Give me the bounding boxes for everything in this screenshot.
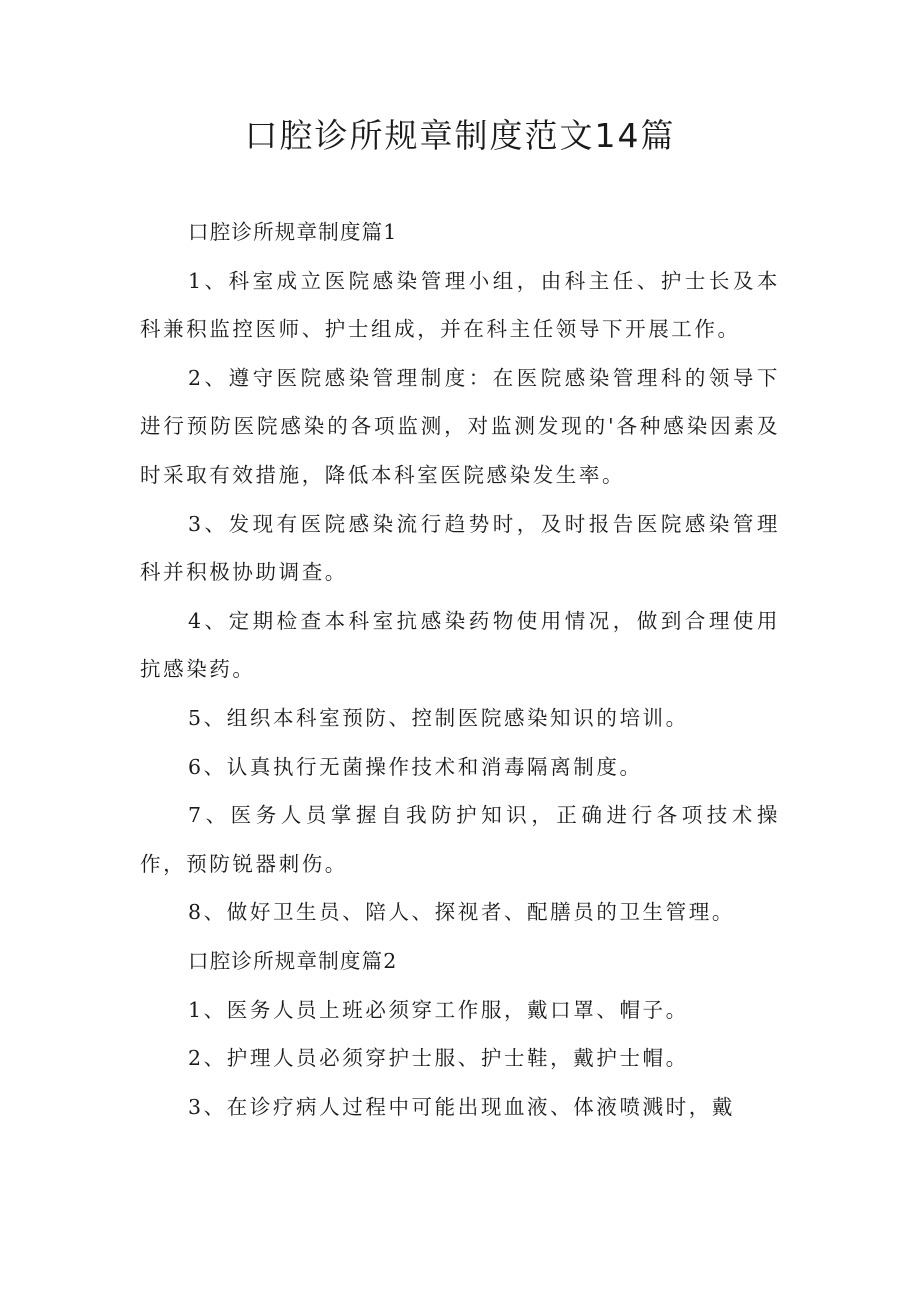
paragraph: 1、科室成立医院感染管理小组，由科主任、护士长及本科兼积监控医师、护士组成，并在科主任领导下开展工作。 — [140, 268, 780, 342]
section-heading: 口腔诊所规章制度篇2 — [188, 948, 398, 973]
document-title: 口腔诊所规章制度范文14篇 — [244, 116, 676, 155]
paragraph: 5、组织本科室预防、控制医院感染知识的培训。 — [188, 705, 689, 730]
paragraph: 7、医务人员掌握自我防护知识，正确进行各项技术操作，预防锐器刺伤。 — [140, 803, 780, 876]
section-heading: 口腔诊所规章制度篇1 — [188, 220, 398, 244]
paragraph: 3、在诊疗病人过程中可能出现血液、体液喷溅时，戴 — [188, 1094, 735, 1119]
paragraph: 8、做好卫生员、陪人、探视者、配膳员的卫生管理。 — [188, 900, 735, 925]
paragraph: 3、发现有医院感染流行趋势时，及时报告医院感染管理科并积极协助调查。 — [140, 511, 780, 585]
paragraph: 4、定期检查本科室抗感染药物使用情况，做到合理使用抗感染药。 — [140, 608, 780, 682]
paragraph: 1、医务人员上班必须穿工作服，戴口罩、帽子。 — [188, 997, 689, 1022]
document-body — [140, 208, 780, 1131]
paragraph: 6、认真执行无菌操作技术和消毒隔离制度。 — [188, 754, 643, 779]
paragraph: 2、遵守医院感染管理制度：在医院感染管理科的领导下进行预防医院感染的各项监测，对监测发现的'各种感染因素及时采取有效措施，降低本科室医院感染发生率。 — [140, 365, 780, 487]
paragraph: 2、护理人员必须穿护士服、护士鞋，戴护士帽。 — [188, 1046, 689, 1071]
